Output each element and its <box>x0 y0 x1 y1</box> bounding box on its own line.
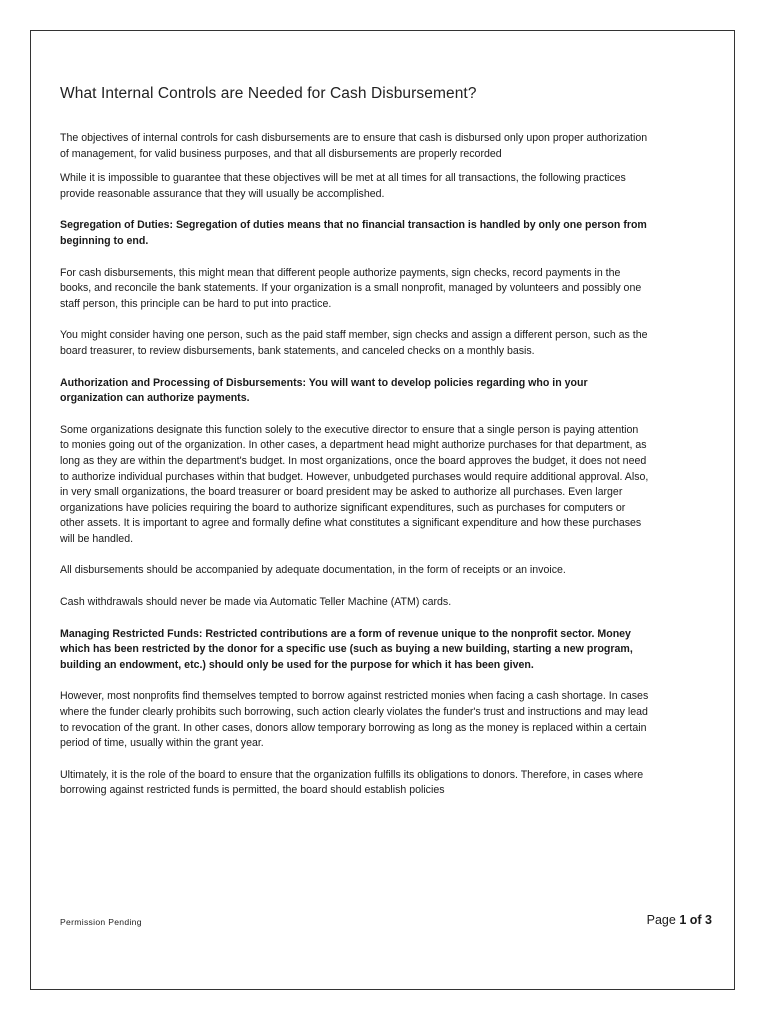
paragraph-assurance: While it is impossible to guarantee that these objectives will be met at all times for all transactions, the following practices provide reasonable assurance that they will usually be accomplished. <box>60 172 626 200</box>
heading-segregation-of-duties: Segregation of Duties: Segregation of duties means that no financial transaction is handled by only one person from beginning to end. <box>60 219 647 247</box>
paragraph-atm: Cash withdrawals should never be made via Automatic Teller Machine (ATM) cards. <box>60 596 452 609</box>
page-label: Page <box>646 913 676 927</box>
heading-authorization: Authorization and Processing of Disbursements: You will want to develop policies regarding who in your organization can authorize payments. <box>60 376 588 405</box>
document-body <box>60 131 650 799</box>
document-title: What Internal Controls are Needed for Cash Disbursement? <box>60 85 477 102</box>
paragraph-board-role: Ultimately, it is the role of the board to ensure that the organization fulfills its obligations to donors. Therefore, in cases where borrowing against restricted funds is permitted, the board should establish policies <box>60 768 644 797</box>
footer-permission: Permission Pending <box>60 917 142 927</box>
paragraph-documentation: All disbursements should be accompanied by adequate documentation, in the form of receipts or an invoice. <box>60 564 566 577</box>
paragraph-objectives: The objectives of internal controls for cash disbursements are to ensure that cash is disbursed only upon proper authorization of management, for valid business purposes, and that all disbursements are properly recorded <box>60 132 648 160</box>
page-of: of <box>689 913 702 927</box>
paragraph-segregation-detail: For cash disbursements, this might mean that different people authorize payments, sign checks, record payments in the books, and reconcile the bank statements. If your organization is a small nonprofit, managed by volunteers and possibly one staff person, this principle can be hard to put into practice. <box>60 266 642 310</box>
heading-restricted-funds: Managing Restricted Funds: Restricted contributions are a form of revenue unique to the nonprofit sector. Money which has been restricted by the donor for a specific use (such as buying a new building, starting a new program, building an endowment, etc.) should only be used for the purpose for which it has been given. <box>60 627 633 671</box>
page-total: 3 <box>705 913 712 927</box>
paragraph-restricted-borrowing: However, most nonprofits find themselves tempted to borrow against restricted monies when facing a cash shortage. In cases where the funder clearly prohibits such borrowing, such action clearly violates the funder's trust and instructions and may lead to revocation of the grant. In other cases, donors allow temporary borrowing as long as the money is replaced within a certain period of time, usually within the grant year. <box>60 690 649 750</box>
page-number: 1 <box>679 913 687 927</box>
paragraph-segregation-suggestion: You might consider having one person, such as the paid staff member, sign checks and assign a different person, such as the board treasurer, to review disbursements, bank statements, and canceled checks on a monthly basis. <box>60 329 648 357</box>
paragraph-authorization-detail: Some organizations designate this function solely to the executive director to ensure that a single person is paying attention to monies going out of the organization. In other cases, a department head might authorize purchases for that department, as long as they are within the department's budget. In most organizations, once the board approves the budget, it does not need to authorize individual purchases within that budget. However, unbudgeted purchases would require additional approval. Also, in very small organizations, the board treasurer or board president may be asked to authorize all purchases. Even larger organizations have policies requiring the board to authorize significant expenditures, such as purchases for computers or other assets. It is important to agree and formally define what constitutes a significant expenditure and how these purchases will be handled. <box>60 423 649 545</box>
page-indicator <box>647 912 712 928</box>
